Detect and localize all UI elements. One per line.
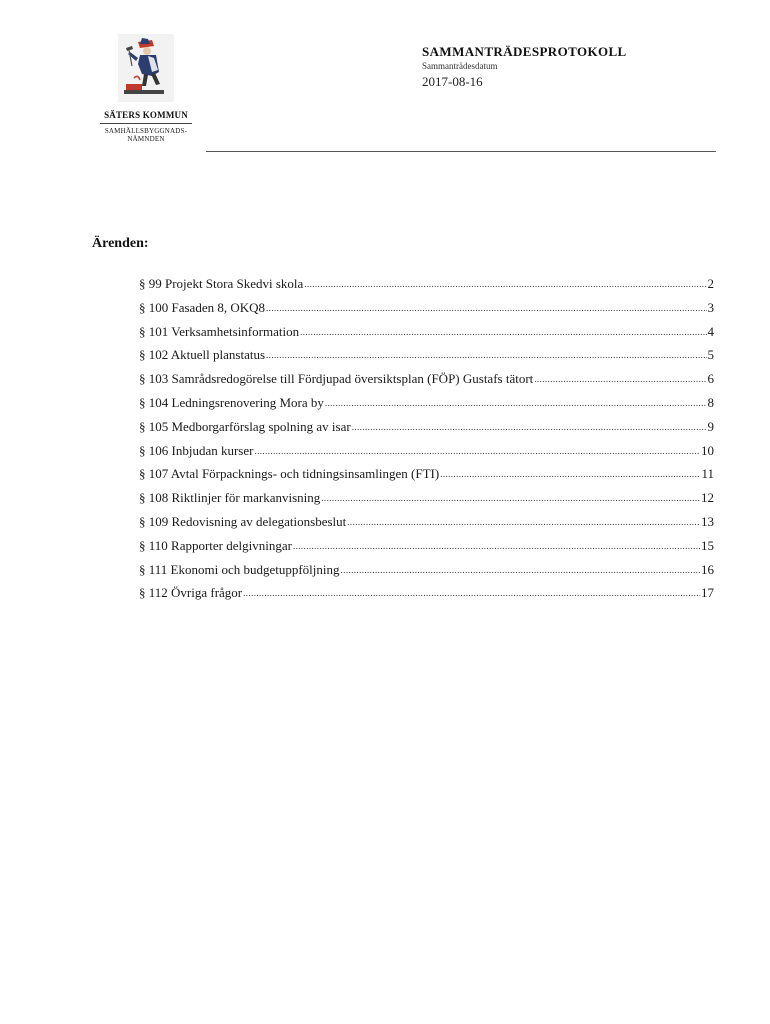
header-divider [206,151,716,152]
toc-entry-title: § 108 Riktlinjer för markanvisning [139,490,321,506]
municipality-logo-block [96,34,196,143]
toc-entry-title: § 106 Inbjudan kurser [139,442,254,458]
toc-dot-leader [341,561,700,577]
toc-page-number: 5 [707,347,714,363]
toc-entry-title: § 109 Redovisning av delegationsbeslut [139,513,347,529]
toc-page-number: 6 [707,371,714,387]
toc-entry[interactable] [139,371,714,395]
section-heading: Ärenden: [92,236,149,251]
toc-entry-title: § 105 Medborgarförslag spolning av isar [139,418,351,434]
toc-entry[interactable] [139,276,714,300]
toc-entry[interactable] [139,347,714,371]
toc-page-number: 17 [701,585,714,601]
toc-page-number: 8 [707,394,714,410]
toc-entry[interactable] [139,538,714,562]
toc-entry[interactable] [139,395,714,419]
toc-entry[interactable] [139,300,714,324]
toc-page-number: 4 [707,323,714,339]
toc-entry[interactable] [139,585,714,609]
org-name: SÄTERS KOMMUN [104,110,188,120]
toc-dot-leader [534,370,706,386]
document-header [422,44,627,90]
toc-entry[interactable] [139,324,714,348]
toc-entry[interactable] [139,443,714,467]
toc-dot-leader [300,323,706,339]
toc-page-number: 12 [701,490,714,506]
toc-entry-title: § 100 Fasaden 8, OKQ8 [139,299,266,315]
toc-dot-leader [321,489,700,505]
toc-page-number: 9 [707,418,714,434]
toc-entry-title: § 111 Ekonomi och budgetuppföljning [139,561,340,577]
toc-dot-leader [266,299,706,315]
toc-entry-title: § 101 Verksamhetsinformation [139,323,300,339]
toc-dot-leader [266,346,706,362]
toc-dot-leader [304,275,706,291]
toc-entry-title: § 102 Aktuell planstatus [139,347,266,363]
toc-entry-title: § 107 Avtal Förpacknings- och tidningsinsamlingen (FTI) [139,466,440,482]
table-of-contents [139,276,714,609]
org-sub-line2: NÄMNDEN [127,135,165,143]
toc-page-number: 2 [707,276,714,291]
toc-entry-title: § 99 Projekt Stora Skedvi skola [139,276,304,291]
toc-entry-title: § 110 Rapporter delgivningar [139,537,292,553]
org-divider [100,123,192,124]
meeting-date-label: Sammanträdesdatum [422,61,498,71]
toc-page-number: 16 [701,561,714,577]
toc-entry-title: § 112 Övriga frågor [139,585,243,601]
toc-dot-leader [347,513,700,529]
meeting-date: 2017-08-16 [422,74,483,89]
coat-of-arms-icon [118,34,174,102]
toc-dot-leader [243,584,700,600]
document-title: SAMMANTRÄDESPROTOKOLL [422,44,627,59]
toc-page-number: 10 [701,442,714,458]
toc-entry-title: § 103 Samrådsredogörelse till Fördjupad översiktsplan (FÖP) Gustafs tätort [139,371,534,387]
toc-page-number: 3 [707,299,714,315]
toc-entry[interactable] [139,490,714,514]
toc-page-number: 11 [701,466,714,482]
org-sub-line1: SAMHÄLLSBYGGNADS- [104,127,188,135]
toc-page-number: 13 [701,513,714,529]
toc-dot-leader [325,394,707,410]
toc-dot-leader [440,465,700,481]
toc-entry[interactable] [139,466,714,490]
toc-dot-leader [293,537,700,553]
toc-entry[interactable] [139,419,714,443]
toc-dot-leader [254,442,700,458]
toc-entry[interactable] [139,562,714,586]
toc-entry[interactable] [139,514,714,538]
toc-entry-title: § 104 Ledningsrenovering Mora by [139,394,324,410]
toc-page-number: 15 [701,537,714,553]
toc-dot-leader [352,418,707,434]
